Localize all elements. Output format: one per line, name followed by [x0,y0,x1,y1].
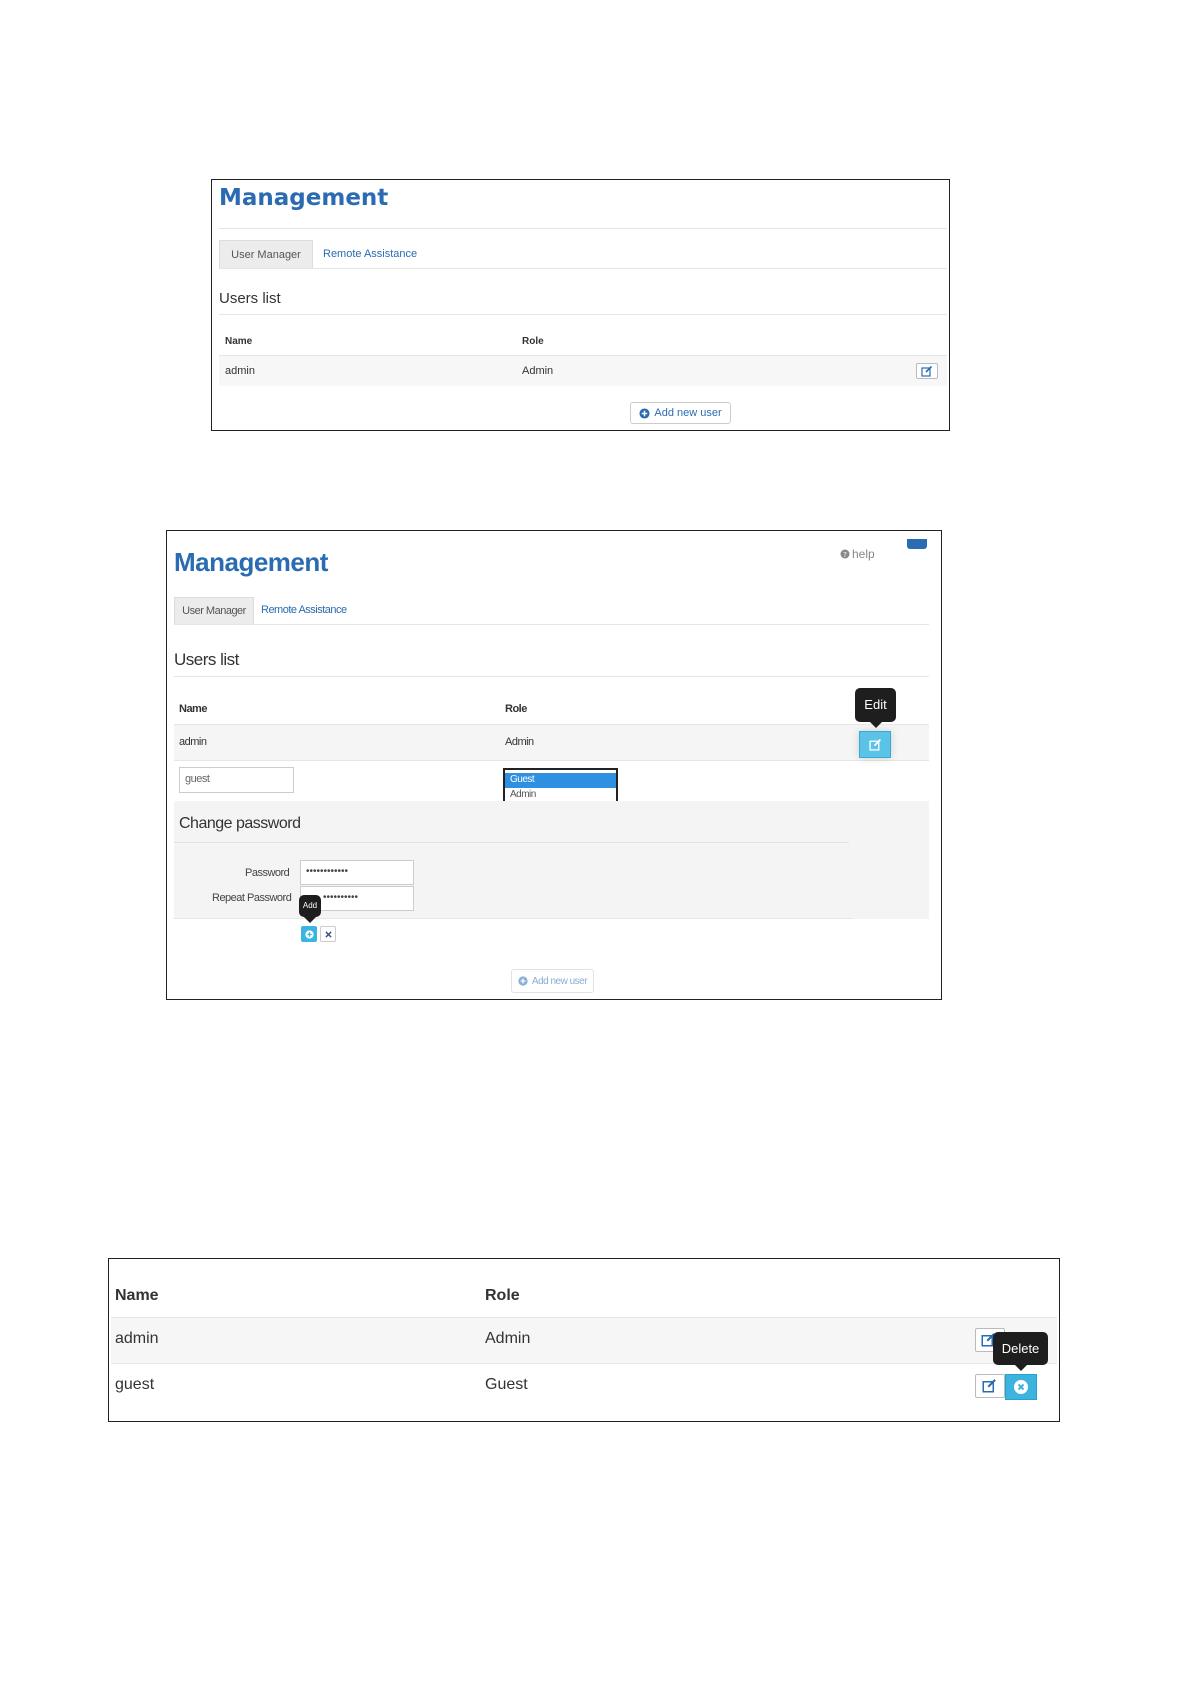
close-circle-icon [1013,1379,1029,1395]
repeat-password-label: Repeat Password [212,892,292,904]
role-option-guest[interactable]: Guest [505,773,616,788]
screenshot-panel-3 [108,1258,1060,1422]
screenshot-panel-2 [166,530,942,1000]
cell-role: Admin [522,365,554,377]
column-header-role: Role [522,336,544,347]
tab-remote-assistance[interactable]: Remote Assistance [261,604,347,616]
tab-user-manager[interactable]: User Manager [219,240,313,269]
new-user-name-value: guest [185,773,210,785]
help-link[interactable] [840,547,875,561]
cell-name: admin [115,1330,159,1347]
cell-role: Guest [485,1376,528,1393]
plus-circle-icon [639,408,650,419]
password-label: Password [245,867,290,879]
column-header-name: Name [179,703,207,715]
repeat-password-value: •••••••••• [323,892,359,903]
delete-button[interactable] [1005,1374,1037,1400]
column-header-name: Name [225,336,253,347]
change-password-title: Change password [179,815,301,832]
corner-button[interactable] [907,539,927,549]
page-title: Management [219,185,389,211]
add-new-user-label: Add new user [531,975,588,987]
edit-tooltip: Edit [855,688,896,722]
column-header-role: Role [505,703,527,715]
tab-remote-assistance[interactable]: Remote Assistance [323,248,418,260]
screenshot-panel-1 [211,179,950,431]
table-row [219,356,947,386]
cell-name: admin [225,365,255,377]
edit-icon [982,1378,997,1393]
change-password-panel [174,801,929,919]
table-row [111,1364,1057,1409]
tab-user-manager[interactable]: User Manager [174,597,254,624]
help-label: help [852,547,875,561]
new-user-name-input[interactable] [179,767,294,793]
delete-tooltip: Delete [993,1332,1048,1365]
section-title: Users list [219,290,281,307]
cancel-button[interactable] [320,926,336,942]
password-value: •••••••••••• [306,866,349,877]
cell-role: Admin [505,736,534,748]
role-option-admin[interactable]: Admin [510,789,536,800]
cell-role: Admin [485,1330,531,1347]
table-row [111,1318,1057,1363]
table-row [174,725,929,760]
add-new-user-button[interactable] [511,969,594,993]
cell-name: guest [115,1376,155,1393]
column-header-role: Role [485,1287,520,1304]
add-new-user-label: Add new user [654,407,722,419]
edit-icon [921,365,933,377]
edit-button[interactable] [916,363,938,379]
add-tooltip: Add [299,895,321,917]
edit-icon [869,738,882,751]
close-icon [325,931,332,938]
password-field[interactable] [300,860,414,885]
add-confirm-button[interactable] [301,926,317,942]
plus-circle-icon [518,976,528,986]
section-title: Users list [174,650,239,669]
page-title: Management [174,547,328,577]
add-new-user-button[interactable] [630,402,731,424]
edit-button[interactable] [975,1374,1005,1398]
edit-button-active[interactable] [859,731,891,758]
cell-name: admin [179,736,207,748]
column-header-name: Name [115,1287,159,1304]
question-circle-icon [840,549,850,559]
svg-text:?: ? [843,551,847,559]
plus-circle-icon [305,930,314,939]
